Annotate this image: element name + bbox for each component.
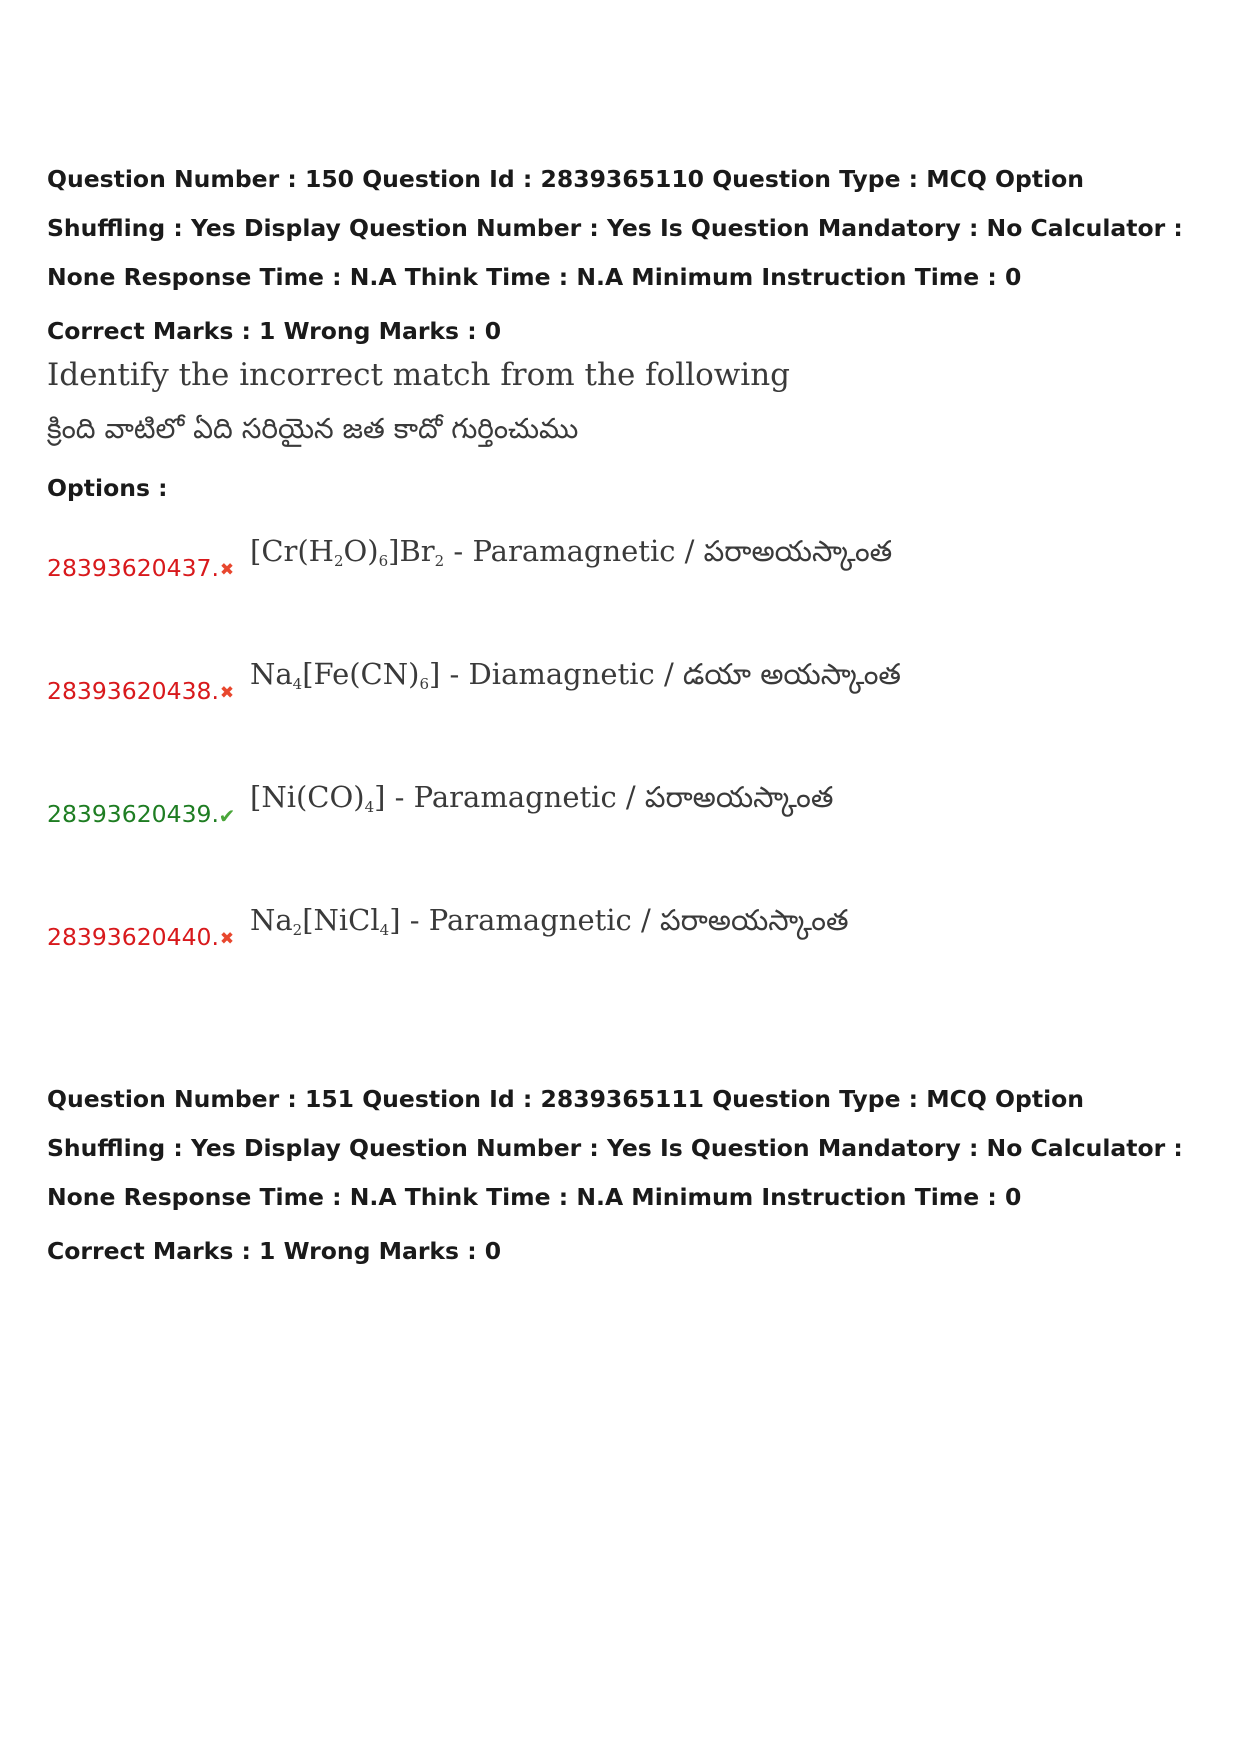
formula: $[Ni(CO)_4]$ xyxy=(250,780,386,816)
option-number: 28393620438. xyxy=(47,677,219,705)
question-150-marks: Correct Marks : 1 Wrong Marks : 0 xyxy=(47,317,502,345)
cross-icon: ✖ xyxy=(219,560,235,580)
option-description: - Paramagnetic / పరాఅయస్కాంత xyxy=(400,903,849,937)
option-description: - Diamagnetic / డయా అయస్కాంత xyxy=(440,657,901,691)
question-151-marks: Correct Marks : 1 Wrong Marks : 0 xyxy=(47,1237,502,1265)
cross-icon: ✖ xyxy=(219,683,235,703)
question-151-header: Question Number : 151 Question Id : 2839365111 Question Type : MCQ Option Shuffling : Yes Display Question Number : Yes Is Question Mandatory : No Calculator : None Response Time : N.A Think Time : N.A Minimum Instruction Time : 0 xyxy=(47,1085,1183,1211)
option-description: - Paramagnetic / పరాఅయస్కాంత xyxy=(444,534,893,568)
option-content xyxy=(250,657,901,699)
option-description: - Paramagnetic / పరాఅయస్కాంత xyxy=(385,780,834,814)
formula: $Na_4[Fe(CN)_6]$ xyxy=(250,657,441,693)
option-number: 28393620439. xyxy=(47,800,219,828)
formula: $Na_2[NiCl_4]$ xyxy=(250,903,401,939)
option-content xyxy=(250,903,849,945)
formula: $[Cr(H_2O)_6]Br_2$ xyxy=(250,534,445,570)
option-content xyxy=(250,534,892,576)
option-content xyxy=(250,780,833,822)
question-150-text-english: Identify the incorrect match from the following xyxy=(47,357,791,393)
question-150-header: Question Number : 150 Question Id : 2839365110 Question Type : MCQ Option Shuffling : Yes Display Question Number : Yes Is Question Mandatory : No Calculator : None Response Time : N.A Think Time : N.A Minimum Instruction Time : 0 xyxy=(47,165,1183,291)
cross-icon: ✖ xyxy=(219,929,235,949)
options-label: Options : xyxy=(47,474,168,502)
option-number: 28393620437. xyxy=(47,554,219,582)
option-number: 28393620440. xyxy=(47,923,219,951)
check-icon: ✔ xyxy=(218,804,236,828)
question-150-text-telugu: క్రింది వాటిలో ఏది సరియైన జత కాదో గుర్తించుము xyxy=(47,412,579,445)
